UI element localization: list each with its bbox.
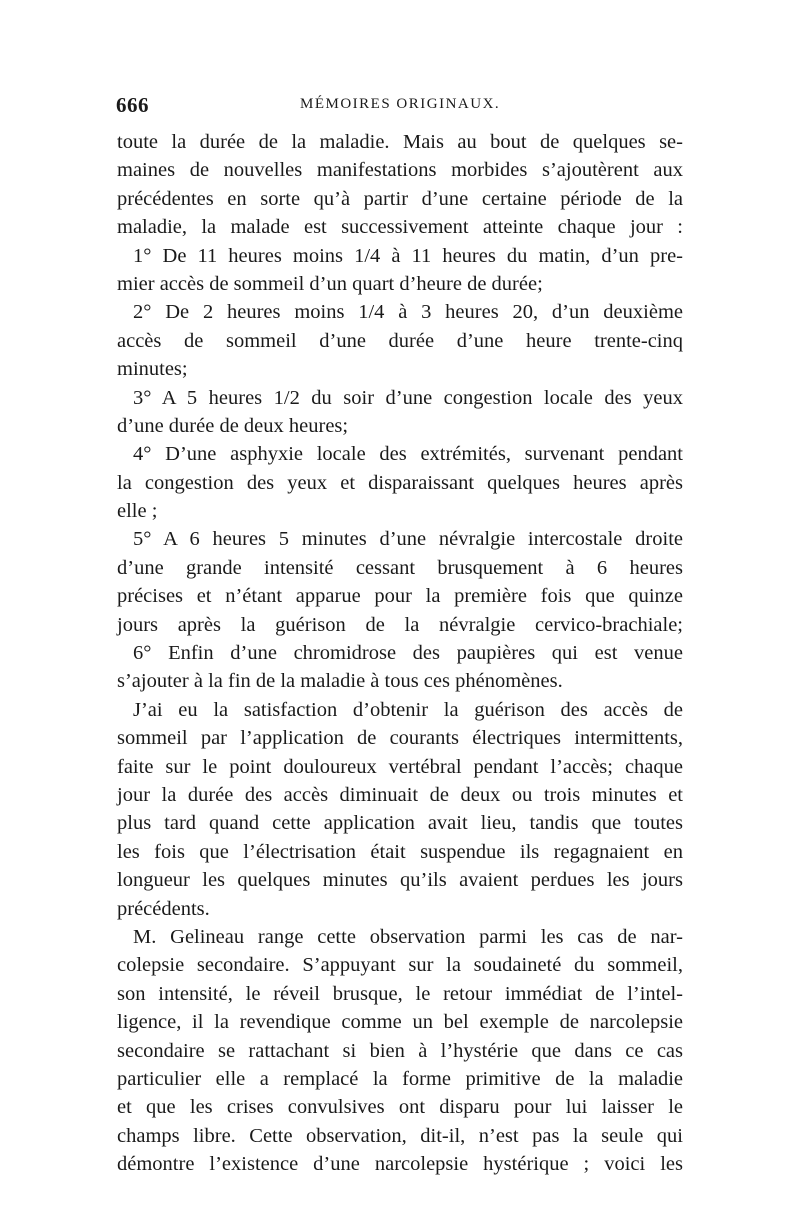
text-line: jour la durée des accès diminuait de deux ou trois minutes et bbox=[117, 783, 683, 806]
page-header bbox=[0, 93, 800, 123]
text-line: et que les crises convulsives ont disparu pour lui laisser le bbox=[117, 1096, 683, 1119]
text-line: 2° De 2 heures moins 1/4 à 3 heures 20, d’un deuxième bbox=[133, 301, 683, 324]
page-number: 666 bbox=[116, 93, 149, 117]
text-line: précédentes en sorte qu’à partir d’une certaine période de la bbox=[117, 187, 683, 210]
text-line: champs libre. Cette observation, dit-il, n’est pas la seule qui bbox=[117, 1124, 683, 1147]
text-line: la congestion des yeux et disparaissant quelques heures après bbox=[117, 471, 683, 494]
running-title: MÉMOIRES ORIGINAUX. bbox=[300, 96, 501, 112]
text-line: sommeil par l’application de courants électriques intermittents, bbox=[117, 727, 683, 750]
text-line: J’ai eu la satisfaction d’obtenir la guérison des accès de bbox=[133, 698, 683, 721]
text-line: minutes; bbox=[117, 358, 188, 381]
text-line: particulier elle a remplacé la forme primitive de la maladie bbox=[117, 1067, 683, 1090]
body-text bbox=[117, 128, 683, 1178]
text-line: démontre l’existence d’une narcolepsie hystérique ; voici les bbox=[117, 1153, 683, 1176]
text-line: 4° D’une asphyxie locale des extrémités, survenant pendant bbox=[133, 443, 683, 466]
text-line: précises et n’étant apparue pour la première fois que quinze bbox=[117, 585, 683, 608]
text-line: secondaire se rattachant si bien à l’hystérie que dans ce cas bbox=[117, 1039, 683, 1062]
text-line: M. Gelineau range cette observation parmi les cas de nar- bbox=[133, 925, 683, 948]
text-line: faite sur le point douloureux vertébral pendant l’accès; chaque bbox=[117, 755, 683, 778]
text-line: 3° A 5 heures 1/2 du soir d’une congestion locale des yeux bbox=[133, 386, 683, 409]
text-line: ligence, il la revendique comme un bel exemple de narcolepsie bbox=[117, 1011, 683, 1034]
text-line: d’une grande intensité cessant brusquement à 6 heures bbox=[117, 556, 683, 579]
text-line: accès de sommeil d’une durée d’une heure trente-cinq bbox=[117, 329, 683, 352]
text-line: jours après la guérison de la névralgie cervico-brachiale; bbox=[117, 613, 683, 636]
text-line: toute la durée de la maladie. Mais au bout de quelques se- bbox=[117, 131, 683, 153]
text-line: plus tard quand cette application avait lieu, tandis que toutes bbox=[117, 812, 683, 835]
text-line: maines de nouvelles manifestations morbides s’ajoutèrent aux bbox=[117, 159, 683, 182]
text-line: précédents. bbox=[117, 897, 210, 920]
text-line: elle ; bbox=[117, 500, 158, 523]
text-line: 1° De 11 heures moins 1/4 à 11 heures du matin, d’un pre- bbox=[133, 244, 683, 267]
text-line: 6° Enfin d’une chromidrose des paupières qui est venue bbox=[133, 642, 683, 665]
text-line: 5° A 6 heures 5 minutes d’une névralgie intercostale droite bbox=[133, 528, 683, 551]
text-line: maladie, la malade est successivement atteinte chaque jour : bbox=[117, 216, 683, 239]
text-line: longueur les quelques minutes qu’ils avaient perdues les jours bbox=[117, 869, 683, 892]
text-line: colepsie secondaire. S’appuyant sur la soudaineté du sommeil, bbox=[117, 954, 683, 977]
text-line: son intensité, le réveil brusque, le retour immédiat de l’intel- bbox=[117, 982, 683, 1005]
text-line: les fois que l’électrisation était suspendue ils regagnaient en bbox=[117, 840, 683, 863]
text-line: s’ajouter à la fin de la maladie à tous ces phénomènes. bbox=[117, 670, 563, 693]
text-line: mier accès de sommeil d’un quart d’heure de durée; bbox=[117, 272, 543, 295]
text-line: d’une durée de deux heures; bbox=[117, 414, 349, 437]
